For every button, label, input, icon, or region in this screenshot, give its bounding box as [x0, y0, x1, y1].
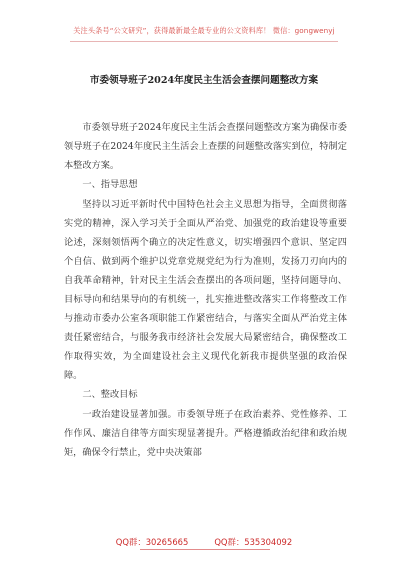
- footer-qq-group-1: QQ群：30265665: [115, 537, 189, 547]
- footer-qq-group-2: QQ群：535304092: [214, 537, 293, 547]
- section-heading-guiding-ideology: 一、指导思想: [82, 179, 138, 190]
- section-heading-rectification-goals: 二、整改目标: [82, 389, 138, 400]
- rectification-goals-paragraph: 一政治建设显著加强。市委领导班子在政治素养、党性修养、工作作风、廉洁自律等方面实现显著提升。严格遵循政治纪律和政治规矩，确保令行禁止，党中央决策部: [64, 409, 347, 458]
- document-title: 市委领导班子2024年度民主生活会查摆问题整改方案: [89, 75, 319, 86]
- promo-banner: 关注头条号“公文研究”，获得最新最全最专业的公文资料库！ 微信：gongwenyj: [73, 26, 335, 35]
- guiding-ideology-paragraph: 坚持以习近平新时代中国特色社会主义思想为指导，全面贯彻落实党的精神，深入学习关于全面从严治党、加强党的政治建设等重要论述，深刻领悟两个确立的决定性意义，切实增强四个意识、坚定四个自信、做到两个维护以党章党规党纪为行为准则，发扬刀刃向内的自我革命精神，针对民主生活会查摆出的各项问题，坚持问题导向、目标导向和结果导向的有机统一，扎实推进整改落实工作将整改工作与推动市委办公室各项职能工作紧密结合，与落实全面从严治党主体责任紧密结合，与服务我市经济社会发展大局紧密结合，确保整改工作取得实效，为全面建设社会主义现代化新我市提供坚强的政治保障。: [64, 199, 347, 381]
- document-body: [64, 118, 347, 462]
- footer-underline: [140, 549, 270, 550]
- banner-divider: [70, 41, 338, 42]
- page-footer: [0, 536, 408, 548]
- intro-paragraph: 市委领导班子2024年度民主生活会查摆问题整改方案为确保市委领导班子在2024年度民主生活会上查摆的问题整改落实到位，特制定本整改方案。: [64, 122, 347, 171]
